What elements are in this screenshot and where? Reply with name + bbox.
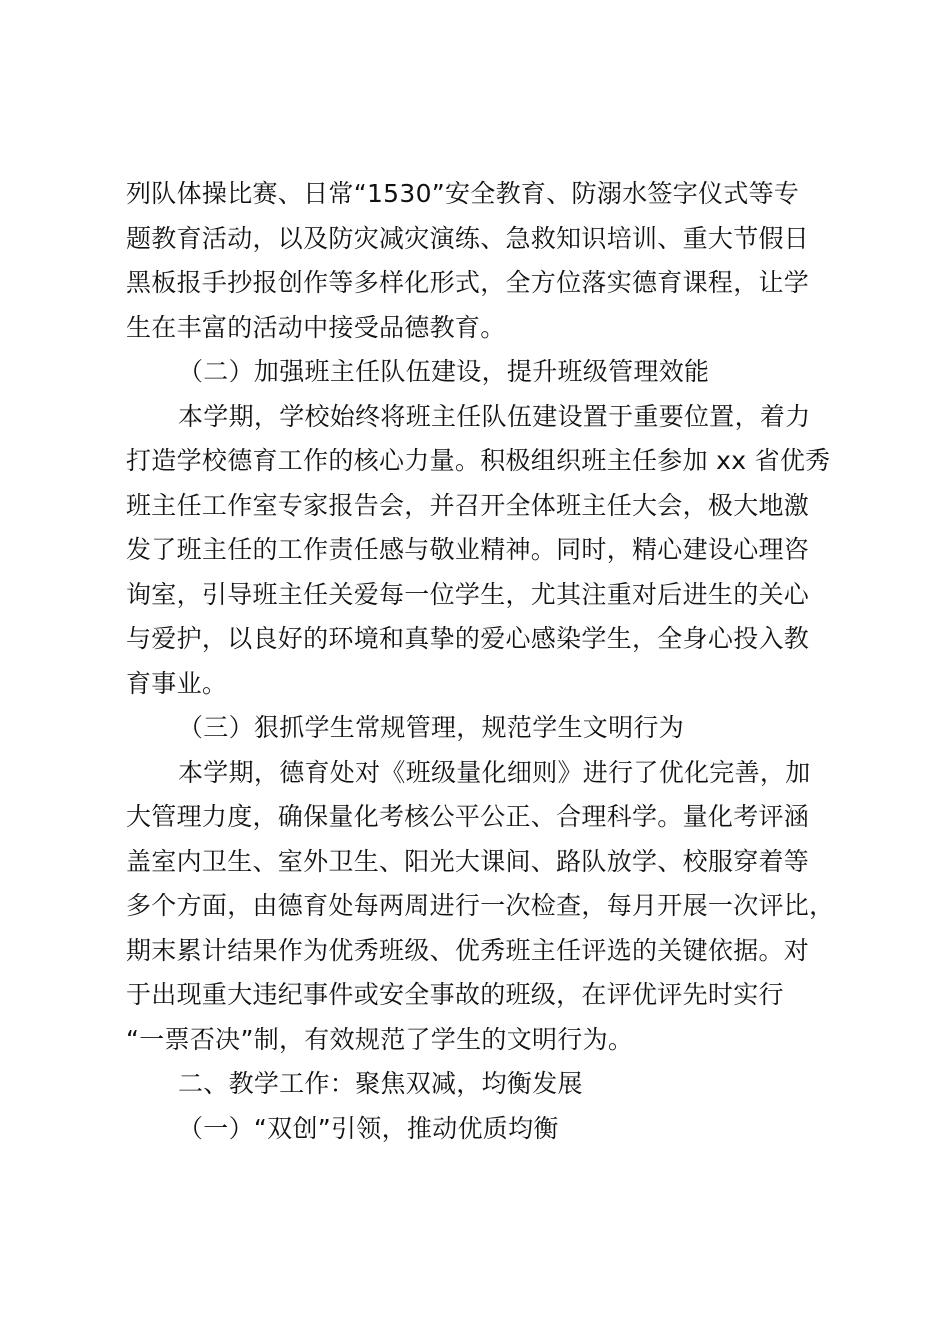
paragraph-line: 本学期，学校始终将班主任队伍建设置于重要位置，着力 bbox=[178, 401, 811, 431]
paragraph-line: 询室，引导班主任关爱每一位学生，尤其注重对后进生的关心 bbox=[126, 579, 810, 609]
section-heading: （二）加强班主任队伍建设，提升班级管理效能 bbox=[178, 357, 710, 386]
paragraph-line: 于出现重大违纪事件或安全事故的班级，在评优评先时实行 bbox=[126, 980, 784, 1009]
paragraph-line: 打造学校德育工作的核心力量。积极组织班主任参加 xx 省优秀 bbox=[126, 446, 831, 475]
paragraph-line: 生在丰富的活动中接受品德教育。 bbox=[126, 312, 506, 342]
paragraph-line: 列队体操比赛、日常“1530”安全教育、防溺水签字仪式等专 bbox=[126, 179, 800, 208]
paragraph-line: 盖室内卫生、室外卫生、阳光大课间、路队放学、校服穿着等 bbox=[126, 846, 810, 876]
section-heading: （一）“双创”引领，推动优质均衡 bbox=[178, 1113, 559, 1143]
paragraph-line: 期末累计结果作为优秀班级、优秀班主任评选的关键依据。对 bbox=[126, 935, 810, 965]
paragraph-line: 与爱护，以良好的环境和真挚的爱心感染学生，全身心投入教 bbox=[126, 624, 810, 653]
paragraph-line: 班主任工作室专家报告会，并召开全体班主任大会，极大地激 bbox=[126, 490, 810, 520]
document-body bbox=[126, 172, 866, 1151]
paragraph-line: 本学期，德育处对《班级量化细则》进行了优化完善，加 bbox=[178, 757, 811, 787]
section-heading: （三）狠抓学生常规管理，规范学生文明行为 bbox=[178, 713, 685, 742]
paragraph-line: “一票否决”制，有效规范了学生的文明行为。 bbox=[126, 1024, 634, 1054]
paragraph-line: 题教育活动，以及防灾减灾演练、急救知识培训、重大节假日 bbox=[126, 223, 810, 253]
chapter-heading: 二、教学工作：聚焦双减，均衡发展 bbox=[178, 1069, 583, 1098]
paragraph-line: 大管理力度，确保量化考核公平公正、合理科学。量化考评涵 bbox=[126, 802, 810, 831]
paragraph-line: 发了班主任的工作责任感与敬业精神。同时，精心建设心理咨 bbox=[126, 535, 810, 564]
paragraph-line: 多个方面，由德育处每两周进行一次检查，每月开展一次评比， bbox=[126, 891, 835, 920]
paragraph-line: 黑板报手抄报创作等多样化形式，全方位落实德育课程，让学 bbox=[126, 268, 810, 297]
paragraph-line: 育事业。 bbox=[126, 668, 228, 698]
